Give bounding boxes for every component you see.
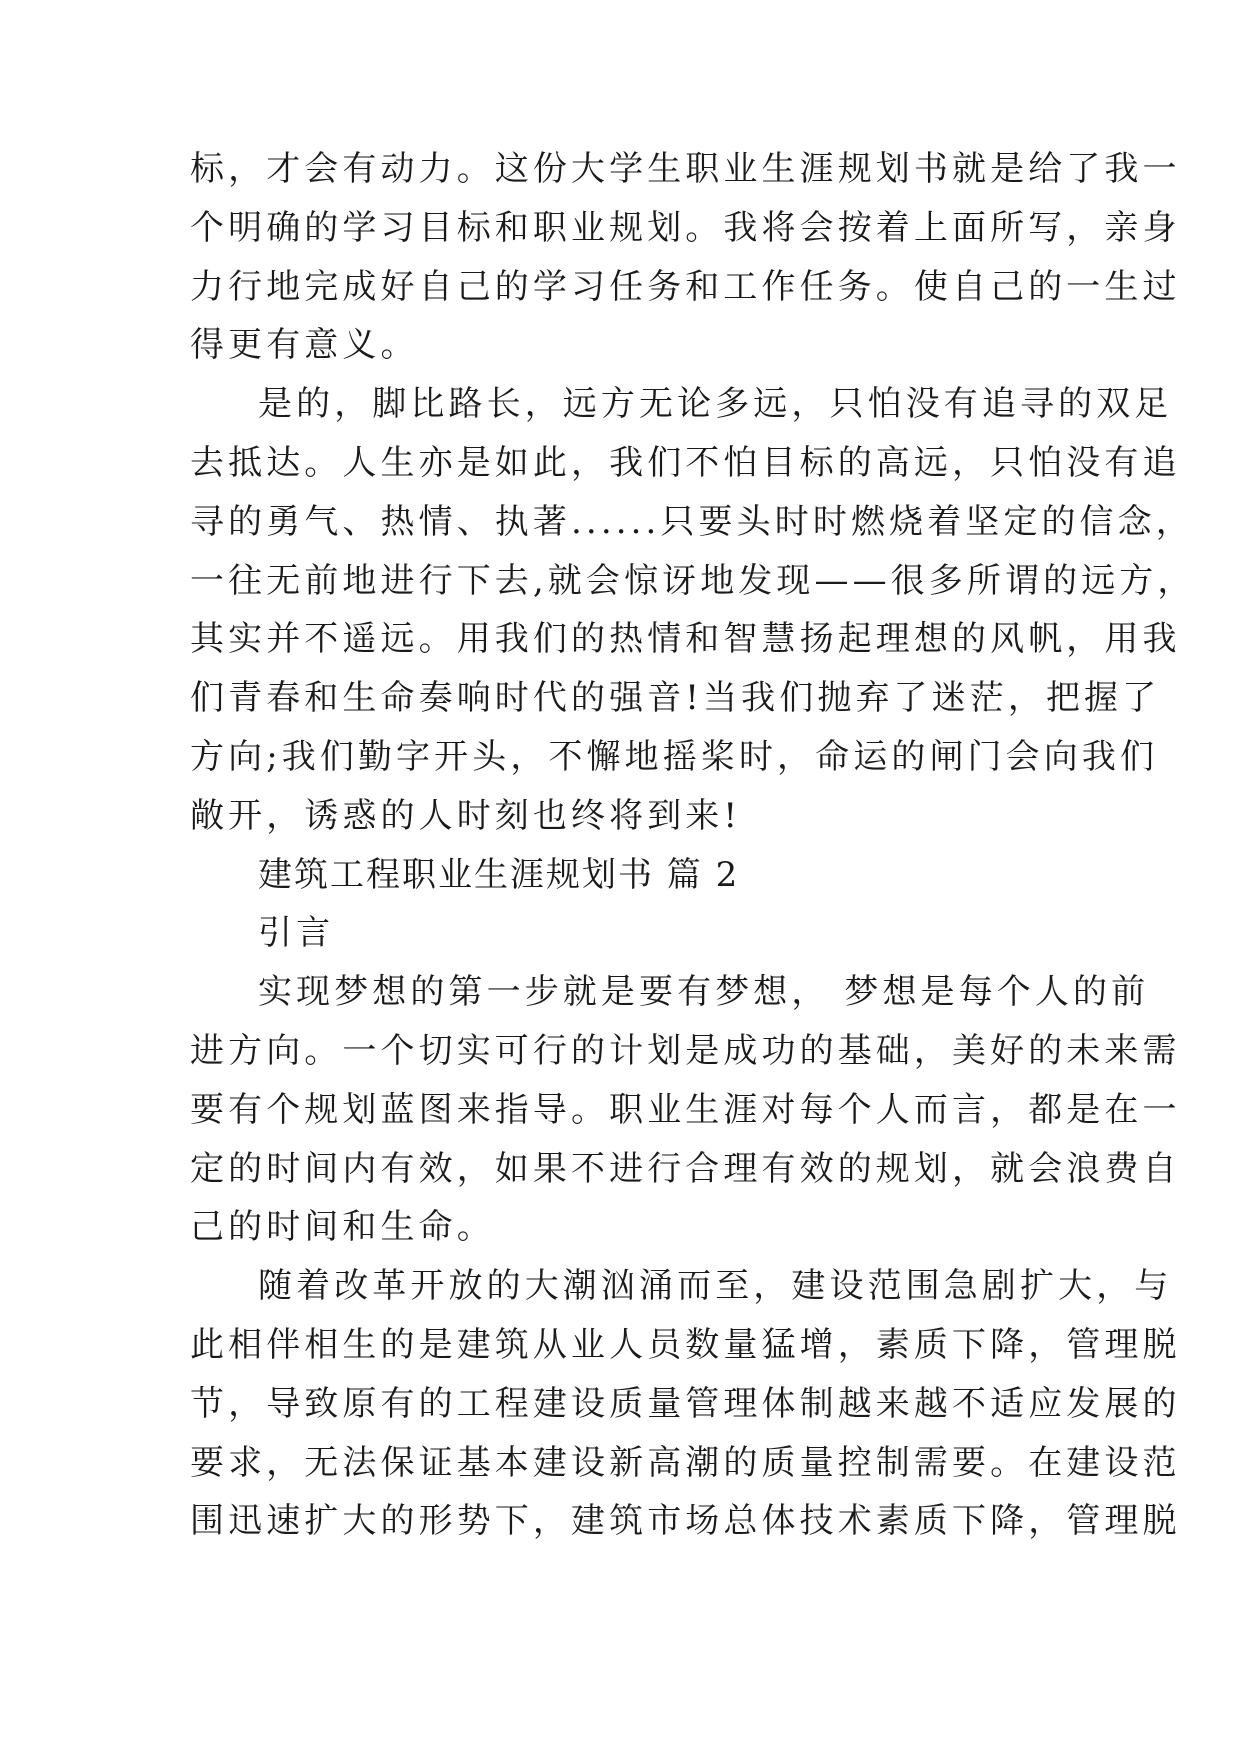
subsection-heading: 引言 [258, 913, 335, 954]
text-line: 一往无前地进行下去,就会惊讶地发现——很多所谓的远方， [190, 560, 1196, 601]
text-line: 此相伴相生的是建筑从业人员数量猛增，素质下降，管理脱 [190, 1324, 1181, 1365]
paragraph-start-line: 是的，脚比路长，远方无论多远，只怕没有追寻的双足 [258, 384, 1173, 425]
text-line: 力行地完成好自己的学习任务和工作任务。使自己的一生过 [190, 266, 1181, 307]
text-line: 寻的勇气、热情、执著......只要头时时燃烧着坚定的信念， [190, 501, 1194, 542]
text-line: 们青春和生命奏响时代的强音!当我们抛弃了迷茫，把握了 [190, 678, 1161, 719]
section-heading: 建筑工程职业生涯规划书 篇 2 [258, 854, 740, 895]
text-line: 围迅速扩大的形势下，建筑市场总体技术素质下降，管理脱 [190, 1501, 1181, 1542]
text-line: 其实并不遥远。用我们的热情和智慧扬起理想的风帆，用我 [190, 619, 1181, 660]
text-line: 己的时间和生命。 [190, 1207, 495, 1248]
paragraph-start-line: 随着改革开放的大潮汹涌而至，建设范围急剧扩大，与 [258, 1266, 1173, 1307]
text-line: 进方向。一个切实可行的计划是成功的基础，美好的未来需 [190, 1030, 1181, 1071]
text-line: 要有个规划蓝图来指导。职业生涯对每个人而言，都是在一 [190, 1089, 1181, 1130]
text-line: 得更有意义。 [190, 325, 419, 366]
document-body [190, 140, 1196, 1551]
paragraph-start-line: 实现梦想的第一步就是要有梦想， 梦想是每个人的前 [258, 972, 1150, 1013]
text-line: 敞开，诱惑的人时刻也终将到来! [190, 795, 742, 836]
text-line: 标，才会有动力。这份大学生职业生涯规划书就是给了我一 [190, 149, 1181, 189]
text-line: 去抵达。人生亦是如此，我们不怕目标的高远，只怕没有追 [190, 442, 1181, 483]
text-line: 个明确的学习目标和职业规划。我将会按着上面所写，亲身 [190, 207, 1181, 248]
text-line: 节，导致原有的工程建设质量管理体制越来越不适应发展的 [190, 1383, 1181, 1424]
text-line: 方向;我们勤字开头，不懈地摇桨时，命运的闸门会向我们 [190, 736, 1159, 777]
text-line: 定的时间内有效，如果不进行合理有效的规划，就会浪费自 [190, 1148, 1181, 1189]
text-line: 要求，无法保证基本建设新高潮的质量控制需要。在建设范 [190, 1442, 1181, 1483]
